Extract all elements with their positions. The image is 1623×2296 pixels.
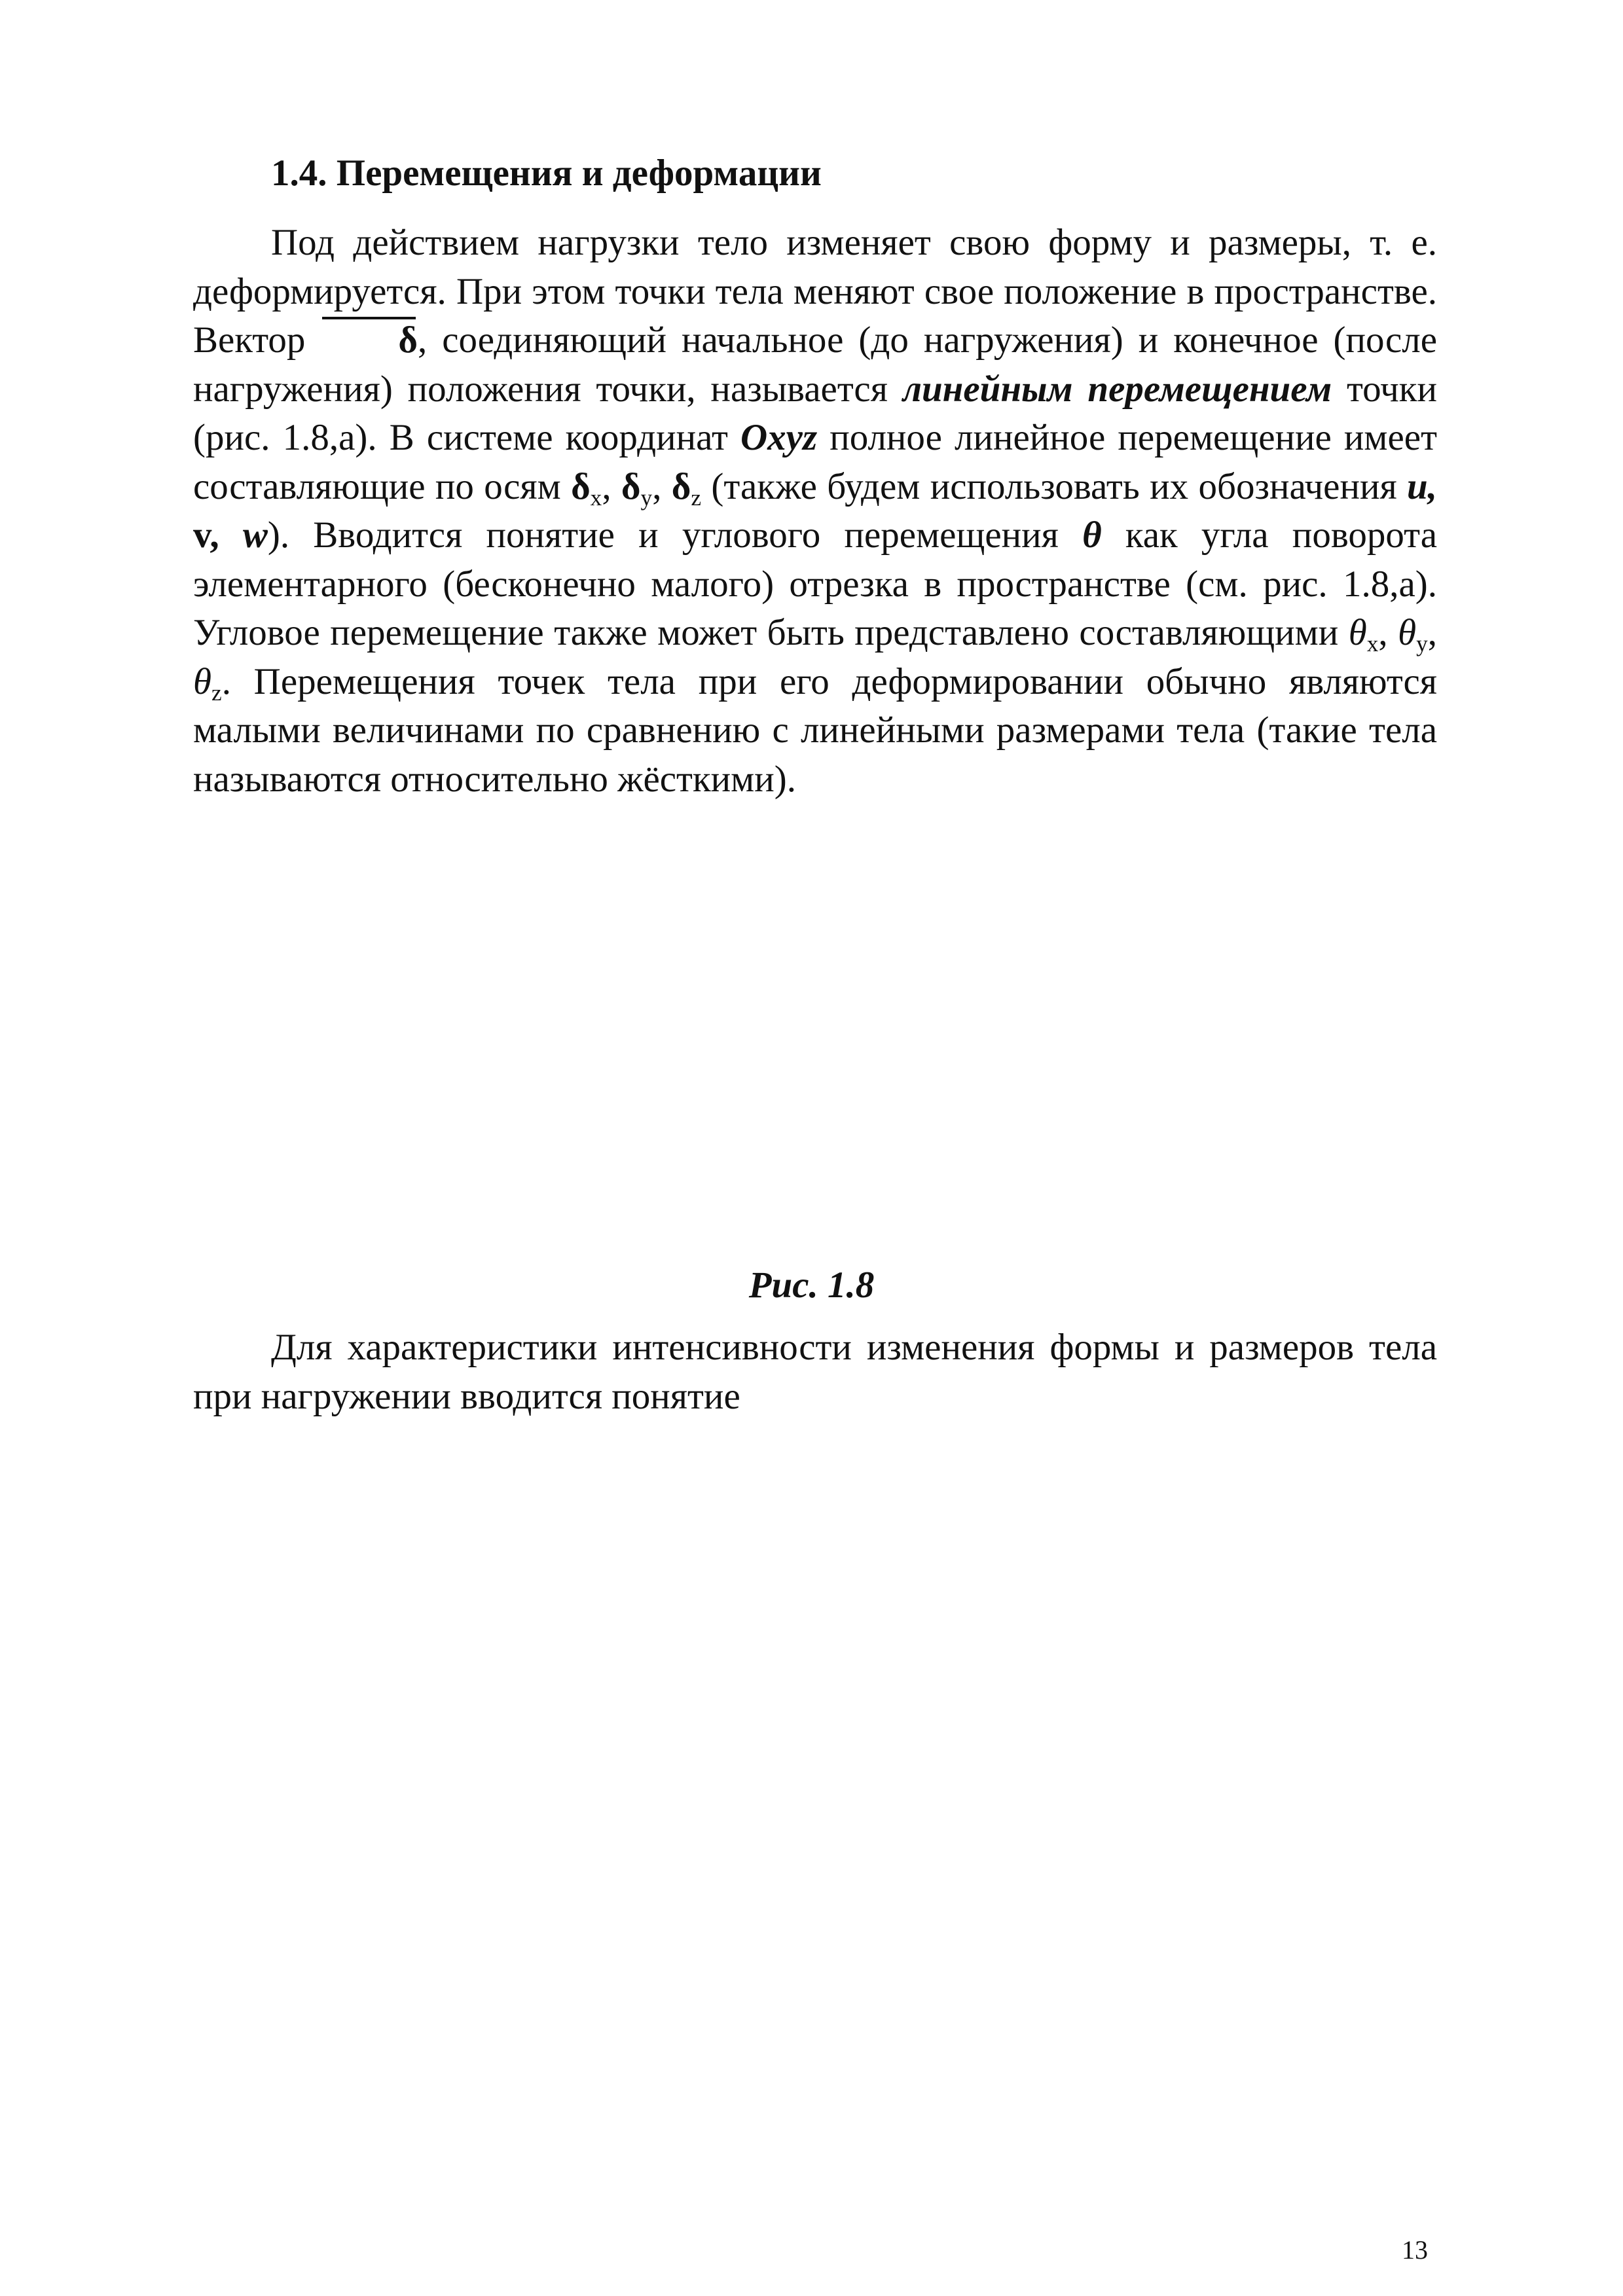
symbol-u: u, (1407, 465, 1437, 507)
theta-subscript-x: x (1366, 630, 1379, 656)
figure-caption: Рис. 1.8 (748, 1265, 875, 1306)
subscript-z: z (691, 484, 702, 511)
subscript-y: y (640, 484, 653, 511)
figure-placeholder (193, 903, 1437, 1257)
text-run: , соединяющий начальное (до нагружения) и конечное (после нагружения) положения точки, называется (193, 319, 1438, 410)
paragraph-deformation-intro: Для характеристики интенсивности изменения формы и размеров тела при нагружении вводится понятие (193, 1327, 1437, 1417)
text-run: Под действием нагрузки тело изменяет свою форму и размеры, т. е. деформируется. При этом точки тела меняют свое положение в пространстве. Вектор (193, 222, 1437, 361)
section-title: 1.4. Перемещения и деформации (271, 152, 822, 194)
theta-symbol: θ (1082, 514, 1102, 556)
separator: , (652, 465, 672, 507)
separator: , (1427, 612, 1438, 653)
text-run: ). Вводится понятие и углового перемещения (267, 514, 1083, 556)
separator: , (1378, 612, 1398, 653)
symbol-v: v, (193, 514, 219, 556)
text-run: (также будем использовать их обозначения (701, 465, 1408, 507)
separator: , (602, 465, 621, 507)
text-run: полное линейное перемещение имеет составляющие по осям (193, 417, 1437, 507)
subscript-x: x (590, 484, 602, 511)
text-run: . Перемещения точек тела при его деформировании обычно являются малыми величинами по сравнению с линейными размерами тела (такие тела называются относительно жёсткими). (193, 660, 1437, 800)
text-run: как угла поворота элементарного (бесконечно малого) отрезка в пространстве (см. рис. 1.8,а). Угловое перемещение также может быть представлено составляющими (193, 514, 1437, 653)
theta-y-symbol: θ (1398, 612, 1417, 653)
coordinate-system-label: Oxyz (740, 417, 818, 458)
delta-vector-symbol: δ (320, 321, 418, 359)
term-linear-displacement: линейным перемещением (902, 368, 1332, 410)
paragraph-displacements (193, 219, 1437, 804)
theta-subscript-y: y (1416, 630, 1428, 656)
delta-x-symbol: δ (571, 465, 591, 507)
theta-z-symbol: θ (193, 660, 211, 702)
text-run: точки (рис. 1.8,а). В системе координат (193, 368, 1437, 458)
theta-x-symbol: θ (1348, 612, 1367, 653)
delta-z-symbol: δ (671, 465, 691, 507)
delta-y-symbol: δ (621, 465, 641, 507)
theta-subscript-z: z (211, 679, 222, 706)
page-number: 13 (1402, 2235, 1428, 2265)
symbol-w: w (242, 514, 268, 556)
